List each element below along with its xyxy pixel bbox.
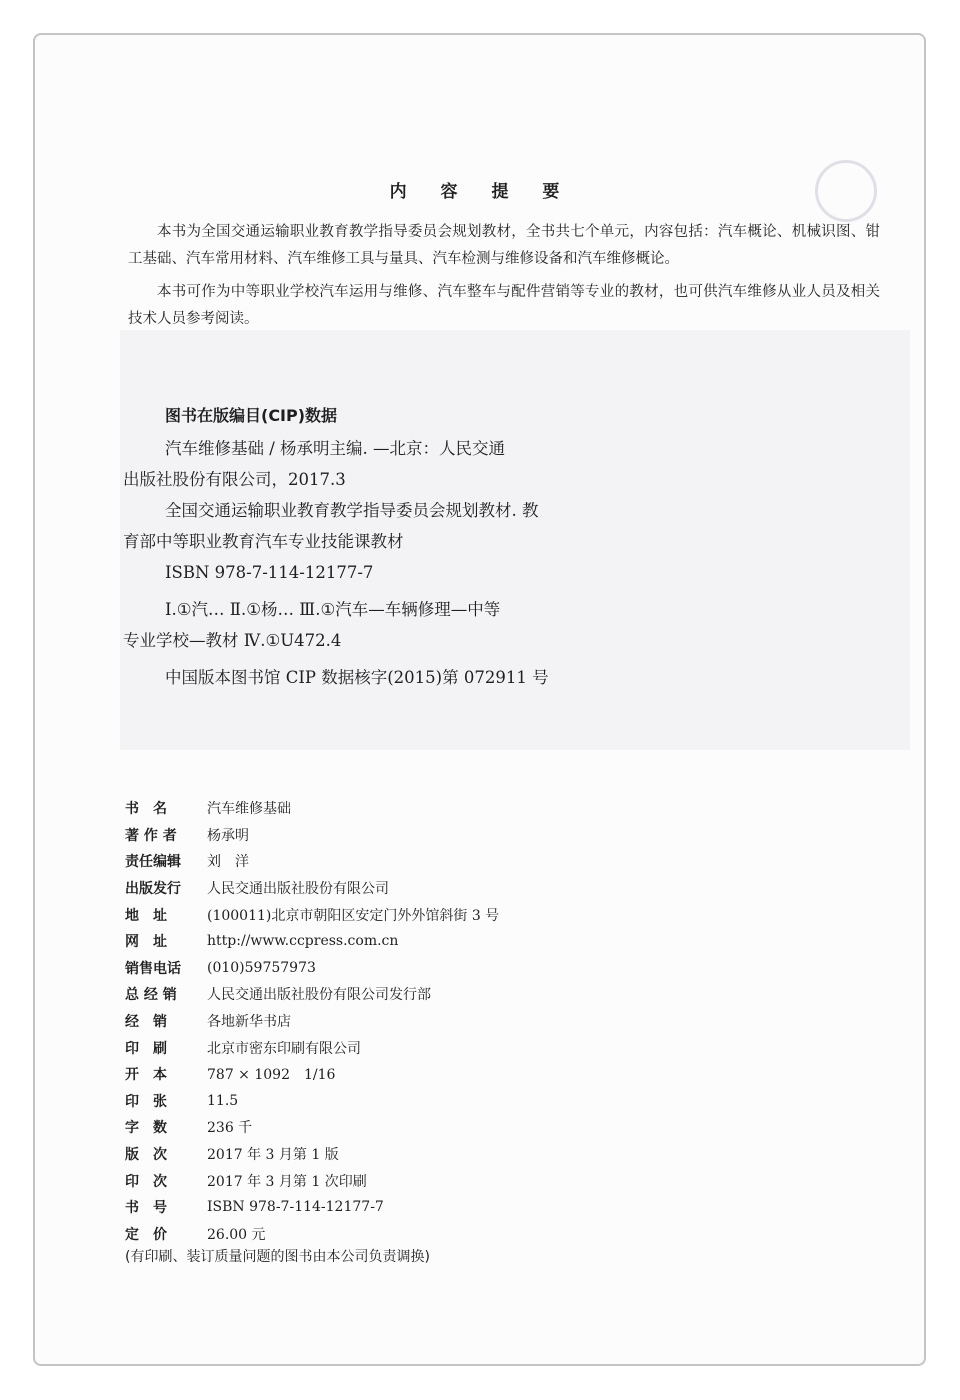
- info-label: 总 经 销: [125, 987, 177, 1004]
- abstract-paragraph: 本书为全国交通运输职业教育教学指导委员会规划教材，全书共七个单元，内容包括：汽车概论、机械识图、钳工基础、汽车常用材料、汽车维修工具与量具、汽车检测与维修设备和汽车维修概论。: [128, 224, 880, 267]
- cip-number: 中国版本图书馆 CIP 数据核字(2015)第 072911 号: [165, 668, 549, 687]
- info-value: 北京市密东印刷有限公司: [207, 1040, 361, 1057]
- info-row: [125, 1194, 499, 1221]
- info-row: [125, 1221, 499, 1248]
- abstract-paragraph: 本书可作为中等职业学校汽车运用与维修、汽车整车与配件营销等专业的教材，也可供汽车维修从业人员及相关技术人员参考阅读。: [128, 284, 880, 327]
- info-row: [125, 1088, 499, 1115]
- info-label: 销售电话: [125, 960, 181, 977]
- info-label: 经 销: [125, 1014, 167, 1031]
- info-value: ISBN 978-7-114-12177-7: [207, 1199, 384, 1216]
- info-value: 刘 洋: [207, 854, 249, 871]
- cip-isbn: ISBN 978-7-114-12177-7: [165, 563, 374, 582]
- info-row: [125, 901, 499, 928]
- cip-title: 图书在版编目(CIP)数据: [165, 406, 338, 425]
- info-row: [125, 1034, 499, 1061]
- info-value: 11.5: [207, 1092, 239, 1109]
- info-value: 26.00 元: [207, 1226, 266, 1243]
- copyright-page: [33, 33, 926, 1366]
- info-value: 236 千: [207, 1120, 253, 1137]
- info-row: [125, 1114, 499, 1141]
- info-value: 各地新华书店: [207, 1014, 291, 1031]
- info-label: 书 号: [125, 1200, 167, 1217]
- quality-note: (有印刷、装订质量问题的图书由本公司负责调换): [125, 1249, 430, 1265]
- cip-line: 出版社股份有限公司，2017.3: [123, 470, 346, 489]
- info-label: 开 本: [125, 1067, 167, 1084]
- info-label: 印 张: [125, 1093, 167, 1110]
- info-row: [125, 848, 499, 875]
- cip-line: Ⅰ.①汽… Ⅱ.①杨… Ⅲ.①汽车—车辆修理—中等: [165, 600, 501, 619]
- cip-line: 专业学校—教材 Ⅳ.①U472.4: [123, 631, 342, 650]
- info-value: 汽车维修基础: [207, 801, 291, 818]
- info-row: [125, 795, 499, 822]
- info-label: 定 价: [125, 1226, 167, 1243]
- publication-info: [125, 795, 499, 1247]
- info-row: [125, 955, 499, 982]
- info-value: 787 × 1092 1/16: [207, 1067, 336, 1084]
- info-row: [125, 928, 499, 955]
- cip-block: [123, 433, 743, 693]
- info-label: 著 作 者: [125, 827, 177, 844]
- info-label: 版 次: [125, 1147, 167, 1164]
- info-value: 人民交通出版社股份有限公司发行部: [207, 987, 431, 1004]
- cip-line: 全国交通运输职业教育教学指导委员会规划教材. 教: [165, 501, 539, 520]
- cip-line: 育部中等职业教育汽车专业技能课教材: [123, 532, 404, 551]
- info-value: 杨承明: [207, 827, 249, 844]
- info-label: 印 次: [125, 1173, 167, 1190]
- info-value: 2017 年 3 月第 1 次印刷: [207, 1173, 367, 1190]
- info-label: 出版发行: [125, 881, 181, 898]
- info-row: [125, 822, 499, 849]
- cip-line: 汽车维修基础 / 杨承明主编. —北京：人民交通: [165, 439, 506, 458]
- info-label: 网 址: [125, 934, 167, 951]
- info-row: [125, 981, 499, 1008]
- info-label: 书 名: [125, 801, 167, 818]
- info-value: http://www.ccpress.com.cn: [207, 933, 399, 950]
- info-label: 责任编辑: [125, 854, 181, 871]
- info-row: [125, 1167, 499, 1194]
- info-value: 2017 年 3 月第 1 版: [207, 1147, 339, 1164]
- info-row: [125, 1061, 499, 1088]
- info-label: 字 数: [125, 1120, 167, 1137]
- info-row: [125, 1141, 499, 1168]
- info-value: 人民交通出版社股份有限公司: [207, 881, 389, 898]
- info-value: (010)59757973: [207, 959, 316, 976]
- info-label: 印 刷: [125, 1040, 167, 1057]
- info-row: [125, 875, 499, 902]
- info-value: (100011)北京市朝阳区安定门外外馆斜街 3 号: [207, 907, 500, 924]
- info-row: [125, 1008, 499, 1035]
- abstract-title: 内 容 提 要: [389, 182, 574, 202]
- info-label: 地 址: [125, 907, 167, 924]
